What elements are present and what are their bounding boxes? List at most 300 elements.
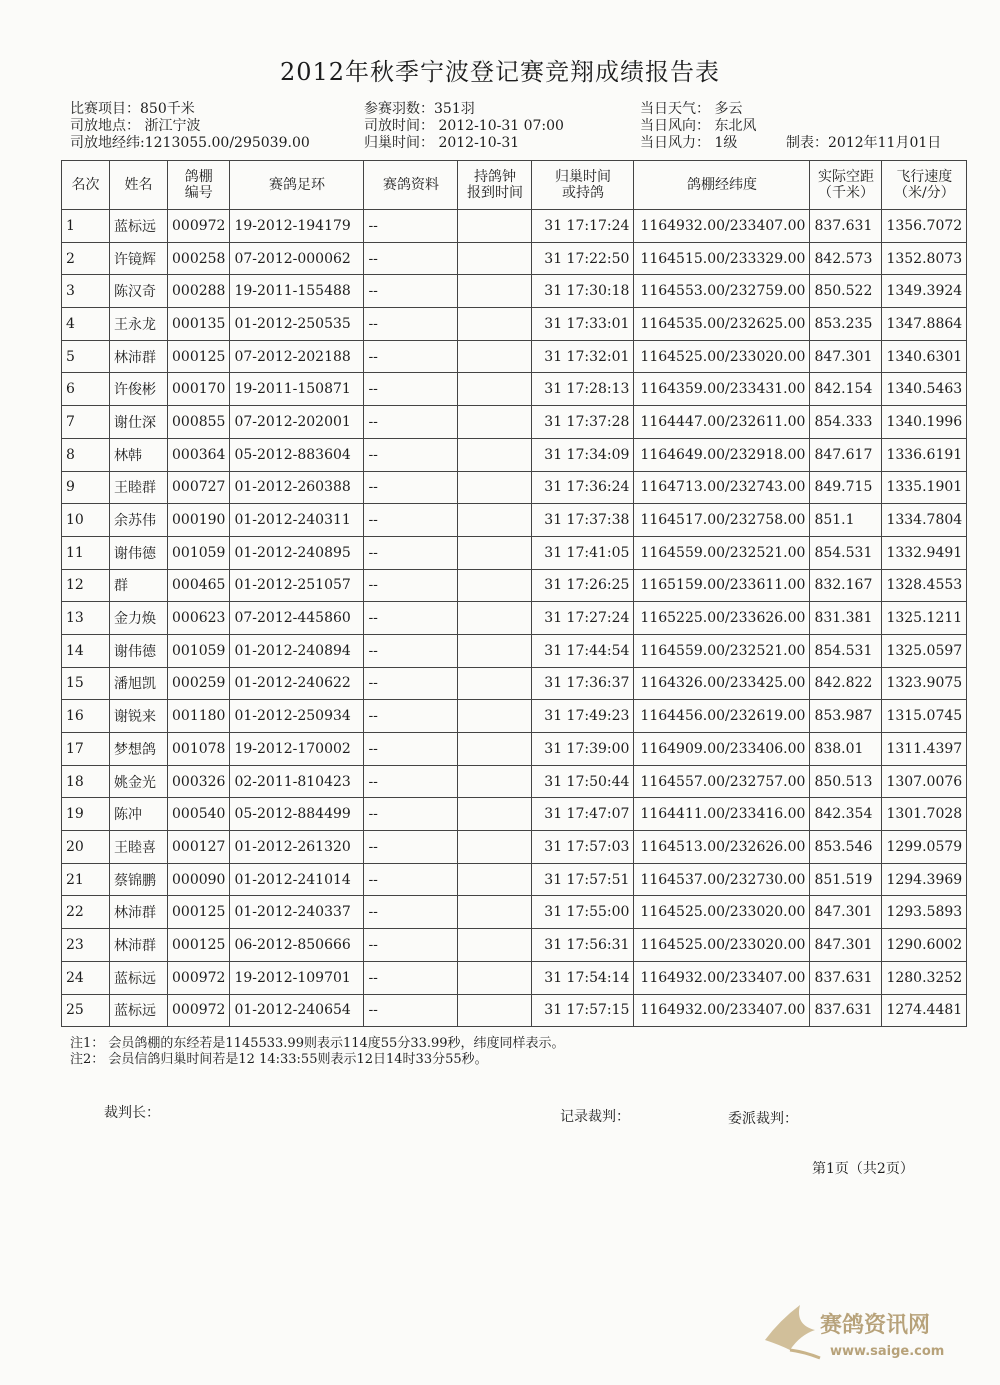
cell-distance: 849.715 xyxy=(810,471,882,504)
race-distance: 比赛项目：850千米 xyxy=(70,101,195,117)
cell-return-time: 31 17:54:14 xyxy=(532,961,634,994)
cell-distance: 831.381 xyxy=(810,602,882,635)
cell-clock-time xyxy=(458,504,532,537)
cell-ring: 01-2012-240894 xyxy=(230,634,364,667)
cell-speed: 1352.8073 xyxy=(882,242,967,275)
cell-clock-time xyxy=(458,275,532,308)
info-column-2 xyxy=(364,101,564,152)
cell-name: 林韩 xyxy=(110,438,168,471)
cell-ring: 19-2011-150871 xyxy=(230,373,364,406)
header-return-time: 归巢时间 或持鸽 xyxy=(532,161,634,210)
cell-loft-id: 000972 xyxy=(168,210,230,243)
table-row xyxy=(62,536,967,569)
cell-return-time: 31 17:37:38 xyxy=(532,504,634,537)
cell-clock-time xyxy=(458,961,532,994)
cell-clock-time xyxy=(458,438,532,471)
cell-ring: 01-2012-251057 xyxy=(230,569,364,602)
cell-loft-id: 000090 xyxy=(168,863,230,896)
cell-return-time: 31 17:37:28 xyxy=(532,406,634,439)
cell-loft-coords: 1164553.00/232759.00 xyxy=(634,275,810,308)
cell-pigeon-info: -- xyxy=(364,406,458,439)
cell-pigeon-info: -- xyxy=(364,569,458,602)
cell-name: 谢伟德 xyxy=(110,634,168,667)
cell-pigeon-info: -- xyxy=(364,733,458,766)
cell-clock-time xyxy=(458,406,532,439)
cell-pigeon-info: -- xyxy=(364,896,458,929)
table-row xyxy=(62,863,967,896)
cell-loft-coords: 1164513.00/232626.00 xyxy=(634,831,810,864)
cell-speed: 1340.6301 xyxy=(882,340,967,373)
cell-return-time: 31 17:47:07 xyxy=(532,798,634,831)
cell-rank: 17 xyxy=(62,733,110,766)
cell-loft-coords: 1164525.00/233020.00 xyxy=(634,896,810,929)
cell-loft-coords: 1164517.00/232758.00 xyxy=(634,504,810,537)
cell-loft-coords: 1164932.00/233407.00 xyxy=(634,210,810,243)
cell-distance: 854.531 xyxy=(810,634,882,667)
results-table xyxy=(61,160,967,1027)
cell-loft-id: 000258 xyxy=(168,242,230,275)
cell-rank: 19 xyxy=(62,798,110,831)
cell-ring: 06-2012-850666 xyxy=(230,929,364,962)
cell-rank: 14 xyxy=(62,634,110,667)
cell-name: 林沛群 xyxy=(110,929,168,962)
cell-name: 林沛群 xyxy=(110,896,168,929)
cell-rank: 15 xyxy=(62,667,110,700)
cell-ring: 01-2012-250535 xyxy=(230,308,364,341)
cell-pigeon-info: -- xyxy=(364,242,458,275)
table-row xyxy=(62,471,967,504)
notes xyxy=(70,1036,565,1068)
cell-name: 蓝标远 xyxy=(110,994,168,1027)
cell-loft-coords: 1164932.00/233407.00 xyxy=(634,961,810,994)
table-row xyxy=(62,798,967,831)
cell-speed: 1356.7072 xyxy=(882,210,967,243)
cell-loft-coords: 1164932.00/233407.00 xyxy=(634,994,810,1027)
table-row xyxy=(62,308,967,341)
cell-pigeon-info: -- xyxy=(364,700,458,733)
cell-pigeon-info: -- xyxy=(364,765,458,798)
cell-loft-coords: 1164537.00/232730.00 xyxy=(634,863,810,896)
cell-name: 林沛群 xyxy=(110,340,168,373)
cell-rank: 1 xyxy=(62,210,110,243)
cell-clock-time xyxy=(458,308,532,341)
table-row xyxy=(62,340,967,373)
cell-pigeon-info: -- xyxy=(364,210,458,243)
cell-return-time: 31 17:28:13 xyxy=(532,373,634,406)
cell-clock-time xyxy=(458,210,532,243)
info-column-3 xyxy=(640,101,756,152)
cell-ring: 01-2012-261320 xyxy=(230,831,364,864)
cell-rank: 24 xyxy=(62,961,110,994)
table-row xyxy=(62,569,967,602)
cell-rank: 13 xyxy=(62,602,110,635)
return-date: 归巢时间： 2012-10-31 xyxy=(364,135,520,151)
table-body xyxy=(62,210,967,1027)
entry-count: 参赛羽数：351羽 xyxy=(364,101,475,117)
cell-rank: 7 xyxy=(62,406,110,439)
cell-name: 许俊彬 xyxy=(110,373,168,406)
cell-speed: 1335.1901 xyxy=(882,471,967,504)
cell-speed: 1293.5893 xyxy=(882,896,967,929)
info-column-1 xyxy=(70,101,310,152)
cell-return-time: 31 17:49:23 xyxy=(532,700,634,733)
cell-pigeon-info: -- xyxy=(364,504,458,537)
recording-judge-label: 记录裁判： xyxy=(560,1109,630,1125)
cell-return-time: 31 17:57:03 xyxy=(532,831,634,864)
cell-loft-coords: 1164411.00/233416.00 xyxy=(634,798,810,831)
cell-clock-time xyxy=(458,602,532,635)
table-row xyxy=(62,700,967,733)
cell-ring: 19-2012-194179 xyxy=(230,210,364,243)
cell-speed: 1323.9075 xyxy=(882,667,967,700)
cell-distance: 837.631 xyxy=(810,961,882,994)
header-clock-time: 持鸽钟 报到时间 xyxy=(458,161,532,210)
cell-distance: 838.01 xyxy=(810,733,882,766)
weather: 当日天气： 多云 xyxy=(640,101,743,117)
table-row xyxy=(62,961,967,994)
watermark-name: 赛鸽资讯网 xyxy=(820,1313,931,1338)
cell-loft-coords: 1164713.00/232743.00 xyxy=(634,471,810,504)
cell-pigeon-info: -- xyxy=(364,602,458,635)
cell-loft-id: 000288 xyxy=(168,275,230,308)
cell-clock-time xyxy=(458,536,532,569)
cell-loft-id: 000170 xyxy=(168,373,230,406)
cell-name: 姚金光 xyxy=(110,765,168,798)
header-speed: 飞行速度 （米/分） xyxy=(882,161,967,210)
header-name: 姓名 xyxy=(110,161,168,210)
cell-rank: 22 xyxy=(62,896,110,929)
cell-distance: 837.631 xyxy=(810,994,882,1027)
cell-loft-id: 000326 xyxy=(168,765,230,798)
cell-pigeon-info: -- xyxy=(364,929,458,962)
cell-clock-time xyxy=(458,994,532,1027)
cell-return-time: 31 17:57:15 xyxy=(532,994,634,1027)
cell-loft-id: 000972 xyxy=(168,961,230,994)
cell-name: 许镜辉 xyxy=(110,242,168,275)
header-loft-id: 鸽棚 编号 xyxy=(168,161,230,210)
cell-return-time: 31 17:22:50 xyxy=(532,242,634,275)
cell-clock-time xyxy=(458,700,532,733)
cell-pigeon-info: -- xyxy=(364,994,458,1027)
cell-return-time: 31 17:41:05 xyxy=(532,536,634,569)
cell-loft-coords: 1164447.00/232611.00 xyxy=(634,406,810,439)
cell-name: 蓝标远 xyxy=(110,210,168,243)
cell-speed: 1334.7804 xyxy=(882,504,967,537)
table-row xyxy=(62,831,967,864)
cell-ring: 01-2012-260388 xyxy=(230,471,364,504)
cell-name: 蓝标远 xyxy=(110,961,168,994)
cell-rank: 20 xyxy=(62,831,110,864)
table-row xyxy=(62,667,967,700)
cell-ring: 01-2012-240311 xyxy=(230,504,364,537)
cell-speed: 1280.3252 xyxy=(882,961,967,994)
cell-clock-time xyxy=(458,765,532,798)
cell-rank: 8 xyxy=(62,438,110,471)
cell-loft-coords: 1164456.00/232619.00 xyxy=(634,700,810,733)
cell-clock-time xyxy=(458,373,532,406)
cell-speed: 1328.4553 xyxy=(882,569,967,602)
table-row xyxy=(62,504,967,537)
cell-name: 蔡锦鹏 xyxy=(110,863,168,896)
cell-pigeon-info: -- xyxy=(364,438,458,471)
cell-clock-time xyxy=(458,569,532,602)
cell-loft-id: 001059 xyxy=(168,536,230,569)
cell-ring: 02-2011-810423 xyxy=(230,765,364,798)
cell-loft-id: 000364 xyxy=(168,438,230,471)
cell-name: 群 xyxy=(110,569,168,602)
cell-ring: 01-2012-240622 xyxy=(230,667,364,700)
cell-distance: 842.354 xyxy=(810,798,882,831)
cell-speed: 1325.0597 xyxy=(882,634,967,667)
made-date: 制表：2012年11月01日 xyxy=(786,135,942,151)
cell-pigeon-info: -- xyxy=(364,536,458,569)
note-2: 注2： 会员信鸽归巢时间若是12 14:33:55则表示12日14时33分55秒。 xyxy=(70,1052,488,1067)
cell-return-time: 31 17:57:51 xyxy=(532,863,634,896)
header-distance: 实际空距 （千米） xyxy=(810,161,882,210)
cell-distance: 853.987 xyxy=(810,700,882,733)
cell-loft-id: 000125 xyxy=(168,929,230,962)
cell-loft-id: 000127 xyxy=(168,831,230,864)
cell-distance: 837.631 xyxy=(810,210,882,243)
report-title: 2012年秋季宁波登记赛竞翔成绩报告表 xyxy=(279,58,721,86)
cell-pigeon-info: -- xyxy=(364,471,458,504)
cell-return-time: 31 17:26:25 xyxy=(532,569,634,602)
cell-loft-id: 000855 xyxy=(168,406,230,439)
cell-ring: 19-2012-109701 xyxy=(230,961,364,994)
cell-return-time: 31 17:33:01 xyxy=(532,308,634,341)
cell-ring: 19-2011-155488 xyxy=(230,275,364,308)
cell-distance: 850.513 xyxy=(810,765,882,798)
cell-clock-time xyxy=(458,929,532,962)
cell-speed: 1311.4397 xyxy=(882,733,967,766)
cell-rank: 21 xyxy=(62,863,110,896)
header-ring: 赛鸽足环 xyxy=(230,161,364,210)
cell-name: 谢伟德 xyxy=(110,536,168,569)
cell-loft-coords: 1165225.00/233626.00 xyxy=(634,602,810,635)
cell-speed: 1301.7028 xyxy=(882,798,967,831)
cell-loft-id: 000972 xyxy=(168,994,230,1027)
cell-loft-id: 001078 xyxy=(168,733,230,766)
cell-distance: 851.1 xyxy=(810,504,882,537)
cell-distance: 847.301 xyxy=(810,929,882,962)
cell-ring: 07-2012-000062 xyxy=(230,242,364,275)
cell-loft-coords: 1164535.00/232625.00 xyxy=(634,308,810,341)
cell-loft-id: 000135 xyxy=(168,308,230,341)
cell-name: 谢仕深 xyxy=(110,406,168,439)
release-time: 司放时间： 2012-10-31 07:00 xyxy=(364,118,564,134)
cell-rank: 2 xyxy=(62,242,110,275)
cell-distance: 853.235 xyxy=(810,308,882,341)
cell-clock-time xyxy=(458,242,532,275)
table-header-row xyxy=(62,161,967,210)
cell-name: 金力焕 xyxy=(110,602,168,635)
cell-loft-id: 000727 xyxy=(168,471,230,504)
cell-loft-coords: 1164515.00/233329.00 xyxy=(634,242,810,275)
cell-pigeon-info: -- xyxy=(364,308,458,341)
cell-distance: 847.617 xyxy=(810,438,882,471)
cell-distance: 850.522 xyxy=(810,275,882,308)
cell-rank: 4 xyxy=(62,308,110,341)
cell-rank: 12 xyxy=(62,569,110,602)
cell-distance: 847.301 xyxy=(810,340,882,373)
cell-loft-coords: 1164649.00/232918.00 xyxy=(634,438,810,471)
cell-ring: 05-2012-884499 xyxy=(230,798,364,831)
cell-loft-id: 001180 xyxy=(168,700,230,733)
cell-ring: 01-2012-240895 xyxy=(230,536,364,569)
cell-clock-time xyxy=(458,863,532,896)
cell-name: 陈汉奇 xyxy=(110,275,168,308)
cell-ring: 01-2012-240337 xyxy=(230,896,364,929)
cell-speed: 1325.1211 xyxy=(882,602,967,635)
cell-loft-id: 000259 xyxy=(168,667,230,700)
cell-rank: 25 xyxy=(62,994,110,1027)
cell-speed: 1349.3924 xyxy=(882,275,967,308)
cell-loft-id: 001059 xyxy=(168,634,230,667)
cell-pigeon-info: -- xyxy=(364,275,458,308)
cell-pigeon-info: -- xyxy=(364,667,458,700)
cell-rank: 3 xyxy=(62,275,110,308)
table-row xyxy=(62,994,967,1027)
cell-distance: 851.519 xyxy=(810,863,882,896)
cell-loft-coords: 1165159.00/233611.00 xyxy=(634,569,810,602)
cell-speed: 1336.6191 xyxy=(882,438,967,471)
cell-clock-time xyxy=(458,634,532,667)
cell-distance: 842.154 xyxy=(810,373,882,406)
cell-rank: 6 xyxy=(62,373,110,406)
watermark xyxy=(760,1300,980,1370)
cell-name: 王睦群 xyxy=(110,471,168,504)
header-loft-coords: 鸽棚经纬度 xyxy=(634,161,810,210)
note-1: 注1： 会员鸽棚的东经若是1145533.99则表示114度55分33.99秒，纬度同样表示。 xyxy=(70,1036,565,1051)
table-row xyxy=(62,210,967,243)
cell-loft-id: 000125 xyxy=(168,340,230,373)
cell-speed: 1294.3969 xyxy=(882,863,967,896)
cell-name: 谢锐来 xyxy=(110,700,168,733)
cell-distance: 854.531 xyxy=(810,536,882,569)
cell-loft-coords: 1164525.00/233020.00 xyxy=(634,340,810,373)
cell-clock-time xyxy=(458,471,532,504)
table-row xyxy=(62,634,967,667)
table-row xyxy=(62,373,967,406)
cell-return-time: 31 17:55:00 xyxy=(532,896,634,929)
cell-ring: 07-2012-445860 xyxy=(230,602,364,635)
cell-clock-time xyxy=(458,798,532,831)
cell-pigeon-info: -- xyxy=(364,831,458,864)
cell-loft-coords: 1164525.00/233020.00 xyxy=(634,929,810,962)
table-row xyxy=(62,765,967,798)
cell-speed: 1307.0076 xyxy=(882,765,967,798)
cell-loft-coords: 1164557.00/232757.00 xyxy=(634,765,810,798)
release-coordinates: 司放地经纬:1213055.00/295039.00 xyxy=(70,135,310,151)
cell-name: 王睦喜 xyxy=(110,831,168,864)
cell-loft-id: 000465 xyxy=(168,569,230,602)
cell-name: 潘旭凯 xyxy=(110,667,168,700)
cell-rank: 16 xyxy=(62,700,110,733)
wind-force: 当日风力： 1级 xyxy=(640,135,738,151)
cell-return-time: 31 17:27:24 xyxy=(532,602,634,635)
cell-pigeon-info: -- xyxy=(364,373,458,406)
cell-speed: 1347.8864 xyxy=(882,308,967,341)
table-row xyxy=(62,406,967,439)
cell-loft-id: 000125 xyxy=(168,896,230,929)
table-row xyxy=(62,438,967,471)
cell-loft-coords: 1164559.00/232521.00 xyxy=(634,634,810,667)
cell-name: 余苏伟 xyxy=(110,504,168,537)
appointed-judge-label: 委派裁判： xyxy=(728,1111,798,1127)
cell-distance: 832.167 xyxy=(810,569,882,602)
cell-return-time: 31 17:44:54 xyxy=(532,634,634,667)
table-row xyxy=(62,275,967,308)
cell-clock-time xyxy=(458,896,532,929)
cell-ring: 05-2012-883604 xyxy=(230,438,364,471)
cell-loft-id: 000190 xyxy=(168,504,230,537)
table-row xyxy=(62,896,967,929)
cell-clock-time xyxy=(458,831,532,864)
cell-return-time: 31 17:50:44 xyxy=(532,765,634,798)
cell-pigeon-info: -- xyxy=(364,961,458,994)
cell-ring: 07-2012-202188 xyxy=(230,340,364,373)
cell-loft-id: 000623 xyxy=(168,602,230,635)
cell-pigeon-info: -- xyxy=(364,863,458,896)
cell-return-time: 31 17:39:00 xyxy=(532,733,634,766)
header-pigeon-info: 赛鸽资料 xyxy=(364,161,458,210)
cell-return-time: 31 17:32:01 xyxy=(532,340,634,373)
cell-clock-time xyxy=(458,667,532,700)
cell-return-time: 31 17:36:24 xyxy=(532,471,634,504)
cell-rank: 11 xyxy=(62,536,110,569)
cell-distance: 854.333 xyxy=(810,406,882,439)
cell-rank: 18 xyxy=(62,765,110,798)
wind-direction: 当日风向： 东北风 xyxy=(640,118,757,134)
cell-return-time: 31 17:34:09 xyxy=(532,438,634,471)
cell-speed: 1299.0579 xyxy=(882,831,967,864)
cell-loft-coords: 1164359.00/233431.00 xyxy=(634,373,810,406)
cell-ring: 01-2012-241014 xyxy=(230,863,364,896)
cell-return-time: 31 17:36:37 xyxy=(532,667,634,700)
cell-pigeon-info: -- xyxy=(364,634,458,667)
cell-distance: 847.301 xyxy=(810,896,882,929)
cell-rank: 10 xyxy=(62,504,110,537)
cell-ring: 01-2012-240654 xyxy=(230,994,364,1027)
cell-return-time: 31 17:30:18 xyxy=(532,275,634,308)
cell-distance: 842.573 xyxy=(810,242,882,275)
cell-distance: 842.822 xyxy=(810,667,882,700)
cell-rank: 5 xyxy=(62,340,110,373)
table-row xyxy=(62,929,967,962)
cell-ring: 07-2012-202001 xyxy=(230,406,364,439)
chief-judge-label: 裁判长： xyxy=(104,1105,160,1121)
cell-loft-coords: 1164326.00/233425.00 xyxy=(634,667,810,700)
cell-rank: 9 xyxy=(62,471,110,504)
watermark-url: www.saige.com xyxy=(830,1344,945,1359)
cell-return-time: 31 17:56:31 xyxy=(532,929,634,962)
cell-speed: 1340.1996 xyxy=(882,406,967,439)
table-row xyxy=(62,733,967,766)
cell-name: 梦想鸽 xyxy=(110,733,168,766)
cell-speed: 1315.0745 xyxy=(882,700,967,733)
cell-ring: 19-2012-170002 xyxy=(230,733,364,766)
header-rank: 名次 xyxy=(62,161,110,210)
cell-distance: 853.546 xyxy=(810,831,882,864)
cell-speed: 1274.4481 xyxy=(882,994,967,1027)
cell-name: 王永龙 xyxy=(110,308,168,341)
cell-loft-id: 000540 xyxy=(168,798,230,831)
table-row xyxy=(62,602,967,635)
cell-ring: 01-2012-250934 xyxy=(230,700,364,733)
cell-clock-time xyxy=(458,340,532,373)
cell-clock-time xyxy=(458,733,532,766)
cell-pigeon-info: -- xyxy=(364,340,458,373)
